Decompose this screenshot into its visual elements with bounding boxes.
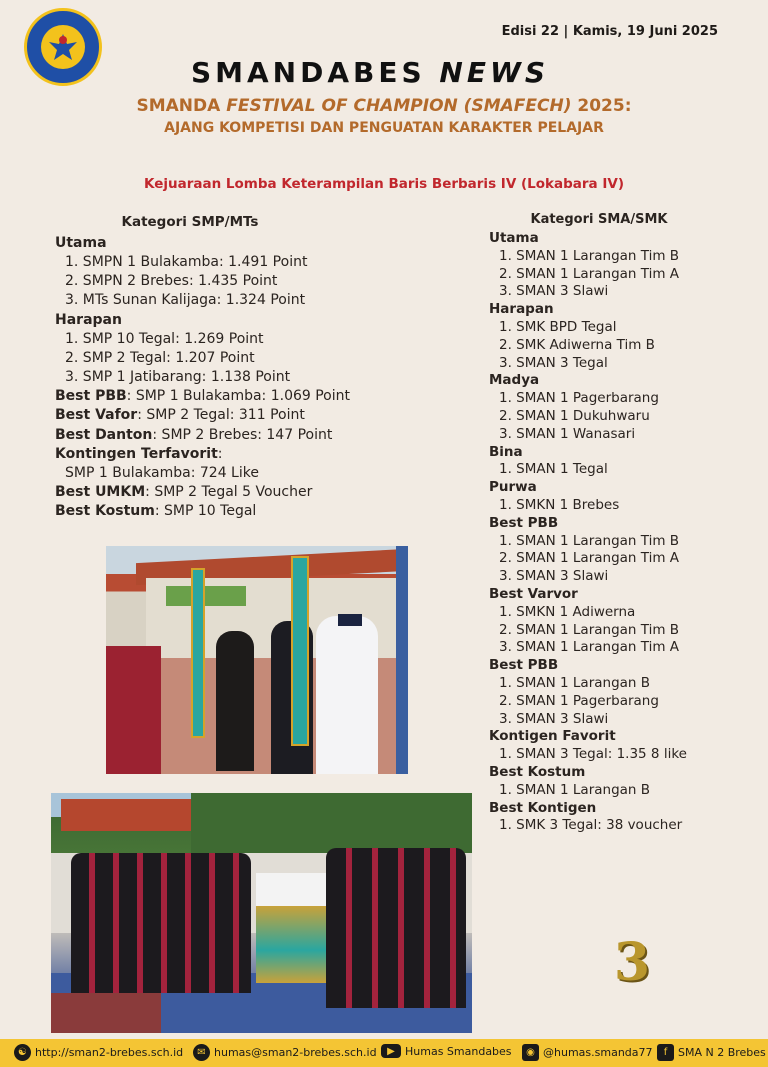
best-pbb-value: : SMP 1 Bulakamba: 1.069 Point [126, 388, 351, 405]
list-item: 3. SMP 1 Jatibarang: 1.138 Point [65, 369, 291, 386]
edition-date: Edisi 22 | Kamis, 19 Juni 2025 [501, 24, 718, 39]
best-danton-label: Best Danton [55, 426, 153, 443]
list-item: 3. SMAN 3 Slawi [499, 283, 609, 300]
list-item: 2. SMAN 1 Larangan Tim B [499, 621, 680, 638]
best-kostum-line [55, 502, 395, 521]
masthead-news: NEWS [439, 56, 550, 89]
page-number: 3 [613, 932, 651, 993]
smp-results [55, 214, 395, 522]
sma-section-title: Harapan [489, 301, 554, 318]
list-item: 3. MTs Sunan Kalijaga: 1.324 Point [65, 292, 306, 309]
footer-website-text: http://sman2-brebes.sch.id [35, 1046, 184, 1059]
list-item: 3. SMAN 1 Wanasari [499, 425, 636, 442]
sma-section-title: Best PBB [489, 657, 559, 674]
masthead-main: SMANDABES [190, 56, 426, 89]
sma-sections [489, 230, 759, 835]
footer-youtube[interactable] [381, 1044, 512, 1058]
list-item: 1. SMKN 1 Adiwerna [499, 603, 636, 620]
list-item: 1. SMAN 1 Tegal [499, 461, 608, 478]
best-kostum-label: Best Kostum [55, 503, 155, 520]
best-vafor-value: : SMP 2 Tegal: 311 Point [137, 407, 305, 424]
list-item: 2. SMAN 1 Larangan Tim A [499, 265, 680, 282]
masthead [0, 56, 740, 89]
footer-email[interactable] [193, 1044, 377, 1061]
list-item: 2. SMAN 1 Dukuhwaru [499, 407, 650, 424]
sma-section-title: Best PBB [489, 514, 559, 531]
list-item: 2. SMP 2 Tegal: 1.207 Point [65, 349, 255, 366]
list-item: 2. SMPN 2 Brebes: 1.435 Point [65, 273, 278, 290]
list-item: 1. SMKN 1 Brebes [499, 496, 620, 513]
best-pbb-line [55, 387, 395, 406]
sma-category-title: Kategori SMA/SMK [530, 212, 668, 227]
kontingen-value: SMP 1 Bulakamba: 724 Like [65, 465, 259, 482]
sma-section-title: Best Varvor [489, 585, 578, 602]
footer-instagram[interactable] [522, 1044, 653, 1061]
best-vafor-line [55, 406, 395, 425]
list-item: 1. SMAN 1 Larangan B [499, 781, 651, 798]
list-item: 1. SMAN 1 Pagerbarang [499, 390, 659, 407]
footer-bar [0, 1039, 768, 1067]
best-umkm-label: Best UMKM [55, 484, 146, 501]
best-danton-line [55, 426, 395, 445]
sma-results [489, 212, 759, 835]
list-item: 1. SMPN 1 Bulakamba: 1.491 Point [65, 254, 308, 270]
list-item: 1. SMAN 3 Tegal: 1.35 8 like [499, 746, 687, 763]
best-vafor-label: Best Vafor [55, 407, 138, 424]
trophy-photo [106, 546, 408, 774]
list-item: 1. SMP 10 Tegal: 1.269 Point [65, 330, 264, 347]
smp-category-title: Kategori SMP/MTs [121, 214, 259, 230]
sma-section-title: Kontigen Favorit [489, 728, 616, 745]
headline [0, 96, 768, 116]
kontingen-line [55, 445, 395, 464]
list-item: 1. SMK BPD Tegal [499, 318, 617, 335]
list-item: 1. SMAN 1 Larangan Tim B [499, 247, 680, 264]
sma-section-title: Bina [489, 443, 523, 460]
list-item: 3. SMAN 3 Slawi [499, 710, 609, 727]
sma-section-title: Purwa [489, 479, 537, 496]
best-pbb-label: Best PBB [55, 388, 127, 405]
list-item: 3. SMAN 3 Tegal [499, 354, 608, 371]
headline-suffix: 2025: [571, 96, 632, 116]
footer-website[interactable] [14, 1044, 183, 1061]
list-item: 3. SMAN 1 Larangan Tim A [499, 639, 680, 656]
smp-utama-title: Utama [55, 235, 107, 251]
subheadline: AJANG KOMPETISI DAN PENGUATAN KARAKTER PELAJAR [164, 120, 604, 136]
footer-facebook-text: SMA N 2 Brebes [678, 1046, 766, 1059]
facebook-icon: f [657, 1044, 674, 1061]
mail-icon: ✉ [193, 1044, 210, 1061]
footer-instagram-text: @humas.smanda77 [543, 1046, 653, 1059]
sma-section-title: Madya [489, 372, 540, 389]
youtube-icon: ▶ [381, 1044, 401, 1058]
headline-prefix: SMANDA [136, 96, 221, 116]
best-kostum-value: : SMP 10 Tegal [154, 503, 257, 520]
list-item: 1. SMAN 1 Larangan B [499, 674, 651, 691]
smp-harapan-title: Harapan [55, 311, 122, 328]
instagram-icon: ◉ [522, 1044, 539, 1061]
event-title: Kejuaraan Lomba Keterampilan Baris Berbaris IV (Lokabara IV) [143, 176, 624, 192]
kontingen-label: Kontingen Terfavorit [55, 445, 218, 462]
team-photo [51, 793, 472, 1033]
sma-section-title: Best Kontigen [489, 799, 597, 816]
list-item: 1. SMK 3 Tegal: 38 voucher [499, 817, 683, 834]
footer-youtube-text: Humas Smandabes [405, 1044, 512, 1058]
best-umkm-value: : SMP 2 Tegal 5 Voucher [145, 484, 313, 501]
kontingen-colon: : [217, 445, 223, 462]
footer-email-text: humas@sman2-brebes.sch.id [214, 1046, 377, 1059]
headline-italic: FESTIVAL OF CHAMPION (SMAFECH) [226, 96, 572, 116]
best-umkm-line [55, 483, 395, 502]
list-item: 2. SMK Adiwerna Tim B [499, 336, 655, 353]
list-item: 2. SMAN 1 Larangan Tim A [499, 550, 680, 567]
sma-section-title: Utama [489, 230, 539, 246]
best-danton-value: : SMP 2 Brebes: 147 Point [152, 426, 333, 443]
list-item: 1. SMAN 1 Larangan Tim B [499, 532, 680, 549]
globe-icon: ☯ [14, 1044, 31, 1061]
list-item: 2. SMAN 1 Pagerbarang [499, 692, 659, 709]
footer-facebook[interactable] [657, 1044, 766, 1061]
list-item: 3. SMAN 3 Slawi [499, 568, 609, 585]
sma-section-title: Best Kostum [489, 763, 586, 780]
